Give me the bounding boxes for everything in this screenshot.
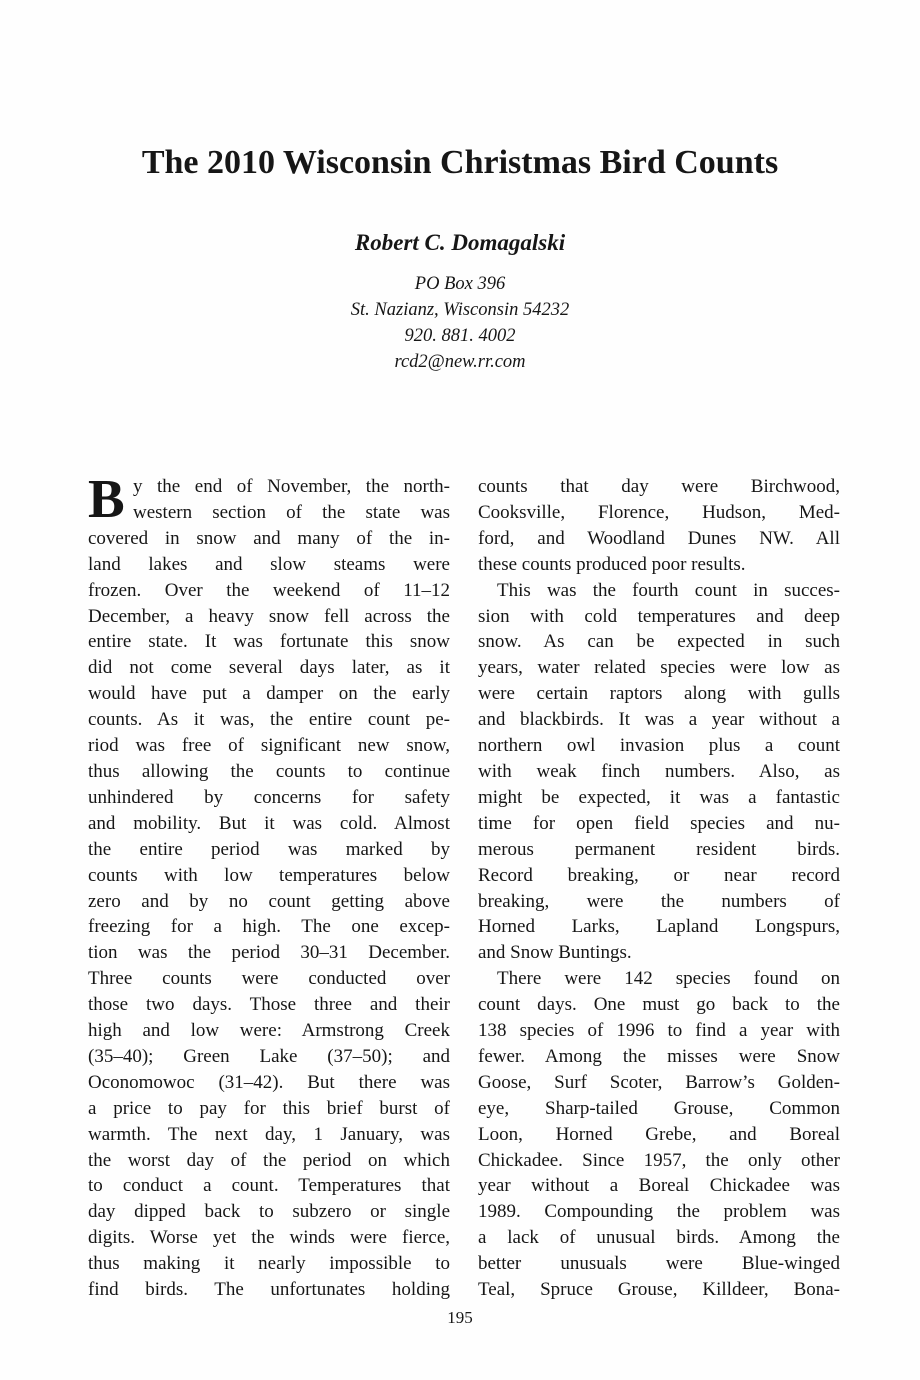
text-line: There were 142 species found on (497, 968, 840, 990)
text-line: tion was the period 30–31 December. (88, 942, 450, 964)
text-line: Loon, Horned Grebe, and Boreal (478, 1123, 840, 1145)
page-number: 195 (447, 1308, 473, 1327)
text-line: time for open field species and nu- (478, 812, 840, 834)
text-line: 138 species of 1996 to find a year with (478, 1020, 840, 1042)
text-line: counts that day were Birchwood, (478, 476, 840, 497)
author-address-line: PO Box 396 (414, 274, 506, 294)
text-line: zero and by no count getting above (88, 890, 450, 912)
text-line: and mobility. But it was cold. Almost (88, 812, 450, 834)
author-address-line: rcd2@new.rr.com (394, 352, 526, 372)
text-line: freezing for a high. The one excep- (88, 916, 450, 938)
text-line: Teal, Spruce Grouse, Killdeer, Bona- (478, 1279, 840, 1301)
text-line: counts. As it was, the entire count pe- (88, 709, 450, 731)
text-line: ford, and Woodland Dunes NW. All (478, 527, 840, 549)
text-line: land lakes and slow steams were (88, 553, 450, 575)
text-line: day dipped back to subzero or single (88, 1201, 450, 1223)
text-line: Goose, Surf Scoter, Barrow’s Golden- (478, 1071, 840, 1093)
text-line: Oconomowoc (31–42). But there was (88, 1071, 450, 1093)
text-line: covered in snow and many of the in- (88, 527, 450, 549)
text-line: snow. As can be expected in such (478, 631, 840, 653)
text-line: did not come several days later, as it (88, 657, 450, 679)
body-text (88, 468, 840, 1303)
text-line: Three counts were conducted over (88, 968, 450, 990)
text-line: (35–40); Green Lake (37–50); and (88, 1045, 450, 1067)
text-line: were certain raptors along with gulls (478, 683, 840, 705)
text-line: counts with low temperatures below (88, 864, 450, 886)
text-line: warmth. The next day, 1 January, was (88, 1123, 450, 1145)
text-line: Cooksville, Florence, Hudson, Med- (478, 501, 840, 523)
text-line: might be expected, it was a fantastic (478, 786, 840, 808)
text-line: y the end of November, the north- (133, 476, 450, 497)
text-line: digits. Worse yet the winds were fierce, (88, 1227, 450, 1249)
text-line: thus making it nearly impossible to (88, 1253, 450, 1275)
text-line: a lack of unusual birds. Among the (478, 1227, 840, 1249)
text-line: to conduct a count. Temperatures that (88, 1175, 450, 1197)
text-line: the worst day of the period on which (88, 1149, 450, 1171)
text-line: better unusuals were Blue-winged (478, 1253, 840, 1275)
text-line: and blackbirds. It was a year without a (478, 709, 840, 731)
text-line: find birds. The unfortunates holding (88, 1279, 450, 1301)
text-line: the entire period was marked by (88, 838, 450, 860)
text-line: frozen. Over the weekend of 11–12 (88, 579, 450, 601)
author-name: Robert C. Domagalski (354, 230, 566, 255)
text-line: and Snow Buntings. (478, 942, 632, 964)
text-line: This was the fourth count in succes- (497, 579, 840, 601)
text-line: fewer. Among the misses were Snow (478, 1045, 840, 1067)
author-address-line: 920. 881. 4002 (404, 326, 516, 346)
text-line: thus allowing the counts to continue (88, 760, 450, 782)
text-line: sion with cold temperatures and deep (478, 605, 840, 627)
drop-cap: B (88, 468, 125, 529)
text-line: unhindered by concerns for safety (88, 786, 450, 808)
text-line: those two days. Those three and their (88, 994, 450, 1016)
text-line: riod was free of significant new snow, (88, 735, 450, 757)
author-address-line: St. Nazianz, Wisconsin 54232 (350, 300, 570, 320)
text-line: entire state. It was fortunate this snow (88, 631, 450, 653)
text-line: years, water related species were low as (478, 657, 840, 679)
text-line: merous permanent resident birds. (478, 838, 840, 860)
text-line: eye, Sharp-tailed Grouse, Common (478, 1097, 840, 1119)
text-line: breaking, were the numbers of (478, 890, 840, 912)
text-line: Chickadee. Since 1957, the only other (478, 1149, 840, 1171)
text-line: December, a heavy snow fell across the (88, 605, 450, 627)
text-line: year without a Boreal Chickadee was (478, 1175, 840, 1197)
text-line: Record breaking, or near record (478, 864, 840, 886)
text-column-left (88, 468, 450, 1303)
text-line: count days. One must go back to the (478, 994, 840, 1016)
author-address-block (0, 271, 920, 375)
text-line: high and low were: Armstrong Creek (88, 1020, 450, 1042)
text-column-right (478, 474, 840, 1303)
text-line: with weak finch numbers. Also, as (478, 760, 840, 782)
text-line: would have put a damper on the early (88, 683, 450, 705)
article-title: The 2010 Wisconsin Christmas Bird Counts (141, 144, 779, 181)
text-line: a price to pay for this brief burst of (88, 1097, 450, 1119)
text-line: 1989. Compounding the problem was (478, 1201, 840, 1223)
text-line: Horned Larks, Lapland Longspurs, (478, 916, 840, 938)
text-line: these counts produced poor results. (478, 553, 746, 575)
text-line: western section of the state was (133, 501, 450, 523)
text-line: northern owl invasion plus a count (478, 735, 840, 757)
